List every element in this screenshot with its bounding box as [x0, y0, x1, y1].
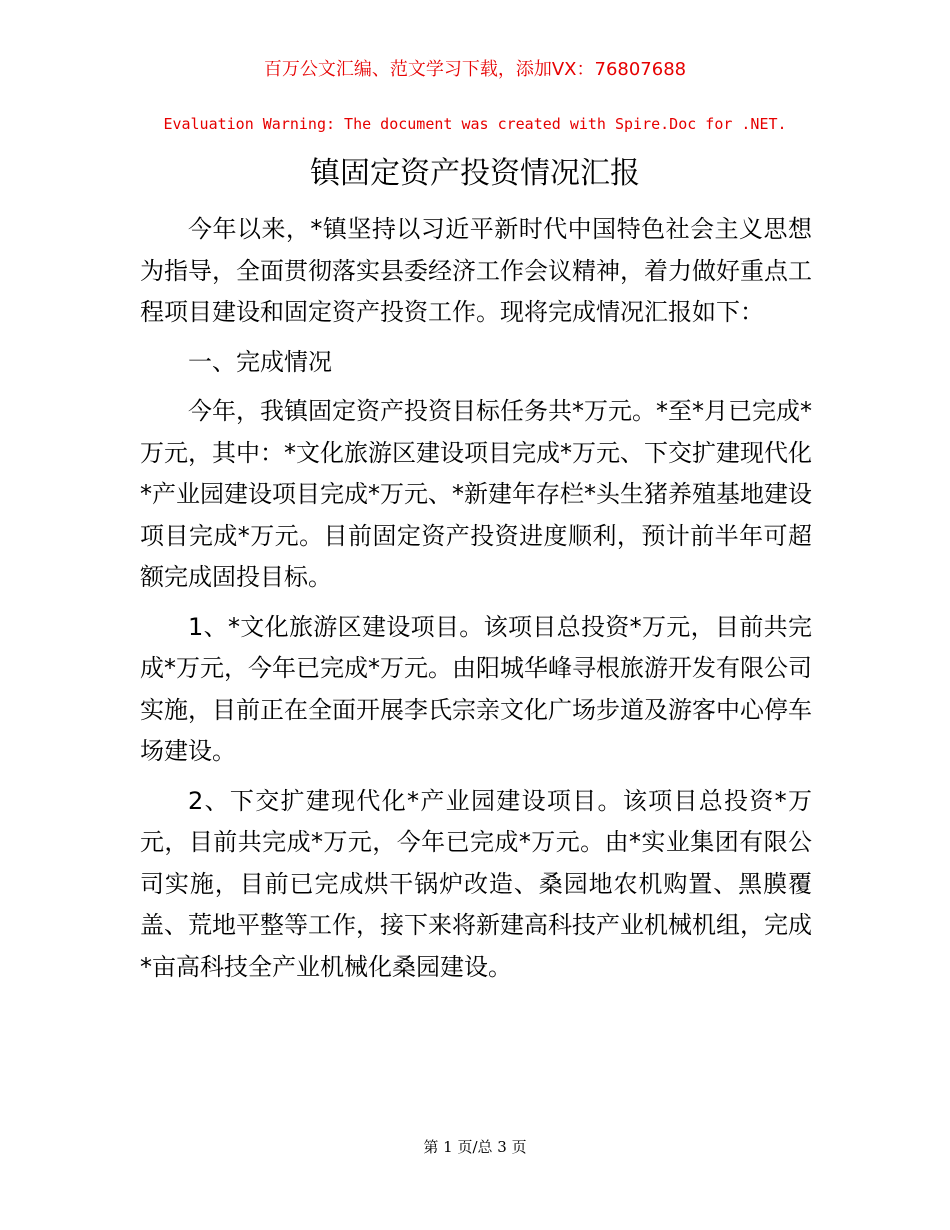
- document-body: [140, 209, 812, 988]
- page-number-footer: 第 1 页/总 3 页: [423, 1138, 527, 1156]
- paragraph-project-2: 2、下交扩建现代化*产业园建设项目。该项目总投资*万元，目前共完成*万元，今年已完成*万元。由*实业集团有限公司实施，目前已完成烘干锅炉改造、桑园地农机购置、黑膜覆盖、荒地平整等工作，接下来将新建高科技产业机械机组，完成*亩高科技全产业机械化桑园建设。: [140, 786, 812, 981]
- section-heading-completion: 一、完成情况: [188, 347, 332, 376]
- document-title: 镇固定资产投资情况汇报: [310, 156, 640, 191]
- paragraph-project-1: 1、*文化旅游区建设项目。该项目总投资*万元，目前共完成*万元，今年已完成*万元。由阳城华峰寻根旅游开发有限公司实施，目前正在全面开展李氏宗亲文化广场步道及游客中心停车场建设。: [140, 612, 812, 765]
- evaluation-warning: Evaluation Warning: The document was created with Spire.Doc for .NET.: [163, 115, 787, 133]
- paragraph-intro: 今年以来，*镇坚持以习近平新时代中国特色社会主义思想为指导，全面贯彻落实县委经济工作会议精神，着力做好重点工程项目建设和固定资产投资工作。现将完成情况汇报如下：: [140, 215, 812, 326]
- paragraph-summary: 今年，我镇固定资产投资目标任务共*万元。*至*月已完成*万元，其中：*文化旅游区建设项目完成*万元、下交扩建现代化*产业园建设项目完成*万元、*新建年存栏*头生猪养殖基地建设项目完成*万元。目前固定资产投资进度顺利，预计前半年可超额完成固投目标。: [140, 397, 812, 591]
- header-banner: 百万公文汇编、范文学习下载，添加VX：76807688: [263, 59, 687, 80]
